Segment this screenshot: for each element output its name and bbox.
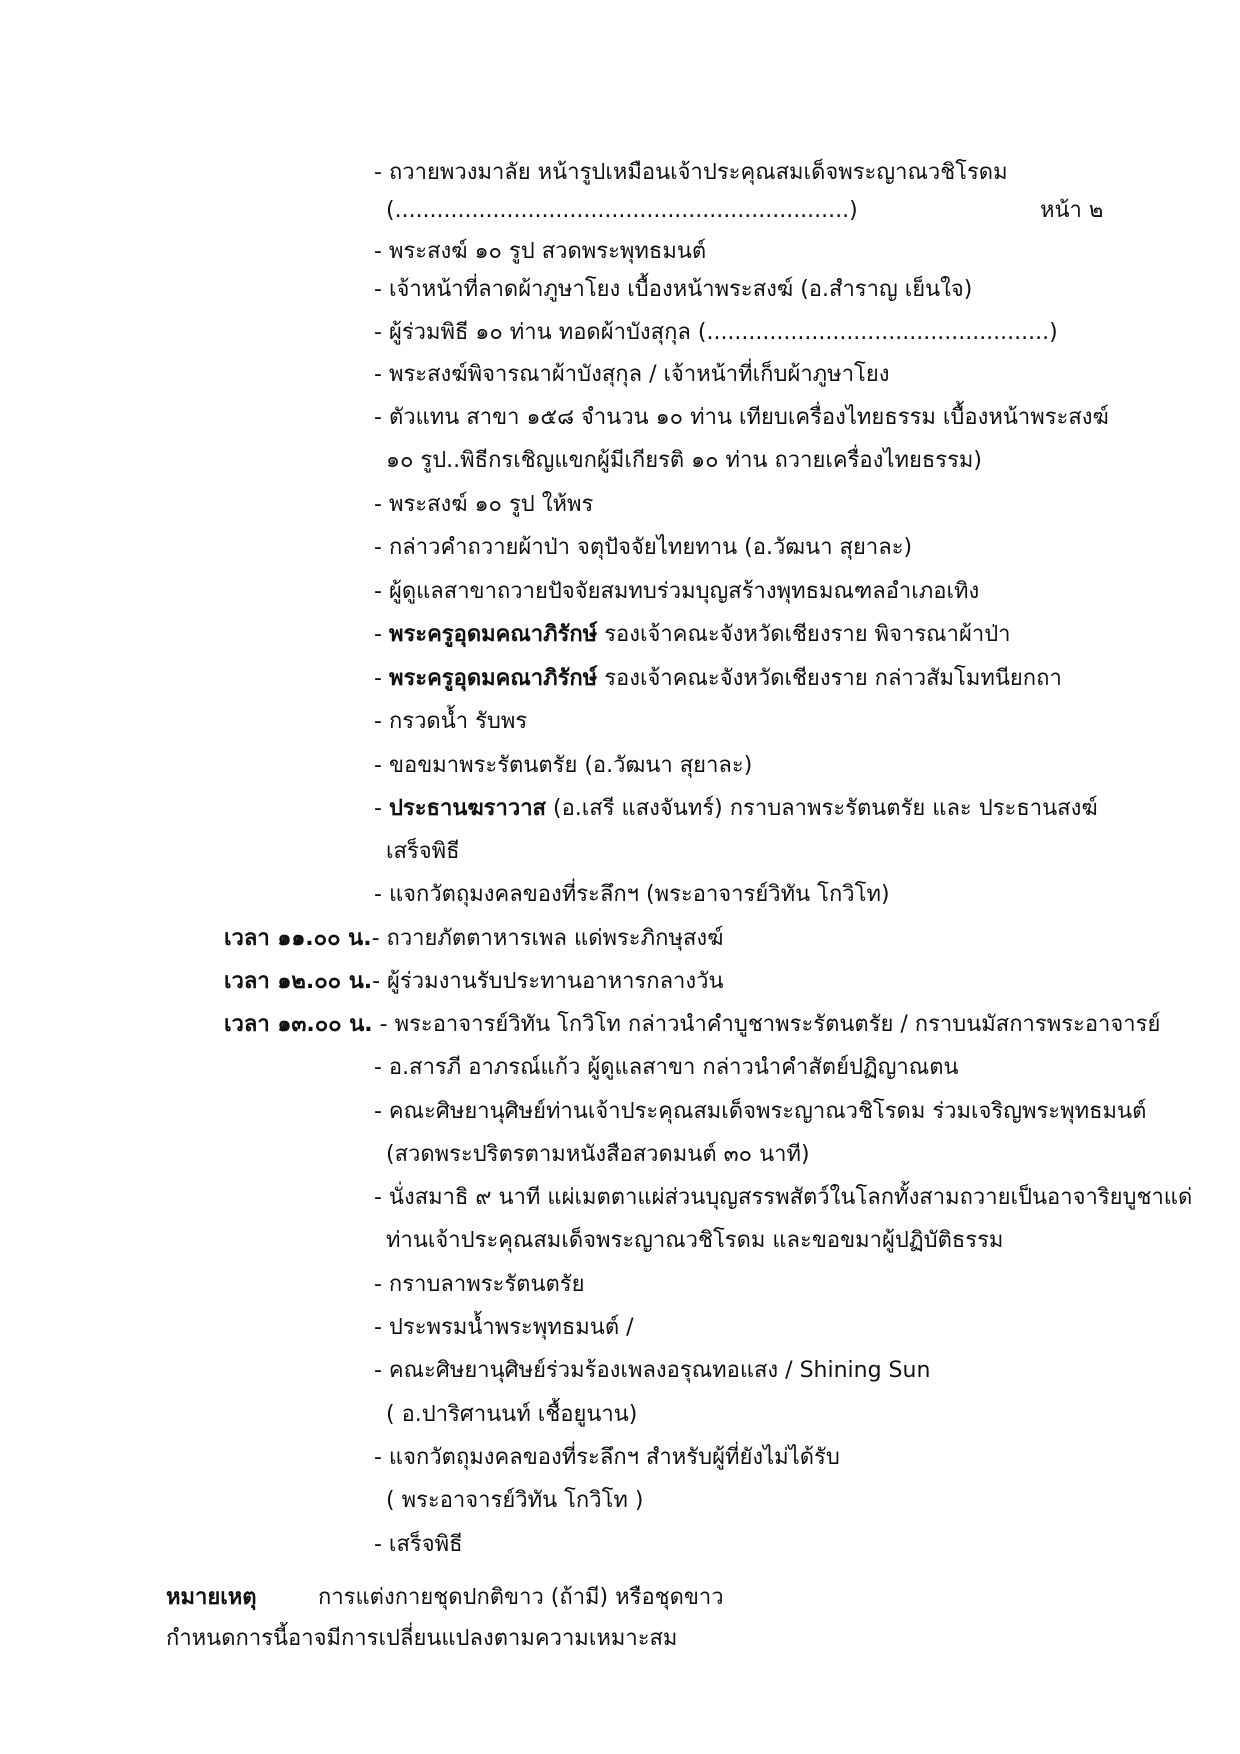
schedule-line: เสร็จพิธี [386,839,460,864]
schedule-line: - พระครูอุดมคณาภิรักษ์ รองเจ้าคณะจังหวัดเชียงราย พิจารณาผ้าป่า [374,622,1011,647]
schedule-line: ๑๐ รูป..พิธีกรเชิญแขกผู้มีเกียรติ ๑๐ ท่าน ถวายเครื่องไทยธรรม) [386,448,982,473]
schedule-line: - แจกวัตถุมงคลของที่ระลึกฯ (พระอาจารย์วิทัน โกวิโท) [374,882,890,907]
time-label: เวลา ๑๒.๐๐ น. [224,969,373,994]
schedule-line: ท่านเจ้าประคุณสมเด็จพระญาณวชิโรดม และขอขมาผู้ปฏิบัติธรรม [386,1228,1004,1253]
schedule-line: - พระครูอุดมคณาภิรักษ์ รองเจ้าคณะจังหวัดเชียงราย กล่าวสัมโมทนียกถา [374,666,1062,691]
schedule-line: - ตัวแทน สาขา ๑๕๘ จำนวน ๑๐ ท่าน เทียบเครื่องไทยธรรม เบื้องหน้าพระสงฆ์ [374,405,1109,430]
note-label: หมายเหตุ [166,1585,257,1610]
schedule-line: - กรวดน้ำ รับพร [374,709,528,734]
schedule-line: - พระสงฆ์พิจารณาผ้าบังสุกุล / เจ้าหน้าที่เก็บผ้าภูษาโยง [374,362,890,387]
time-entry: เวลา ๑๒.๐๐ น.- ผู้ร่วมงานรับประทานอาหารกลางวัน [224,969,724,994]
time-entry: เวลา ๑๓.๐๐ น. - พระอาจารย์วิทัน โกวิโท กล่าวนำคำบูชาพระรัตนตรัย / กราบนมัสการพระอาจารย์ [224,1012,1161,1037]
schedule-line: - ขอขมาพระรัตนตรัย (อ.วัฒนา สุยาละ) [374,753,753,778]
schedule-line: - ประพรมน้ำพระพุทธมนต์ / [374,1315,634,1340]
schedule-line: - แจกวัตถุมงคลของที่ระลึกฯ สำหรับผู้ที่ยังไม่ได้รับ [374,1445,840,1470]
schedule-line: - อ.สารภี อาภรณ์แก้ว ผู้ดูแลสาขา กล่าวนำคำสัตย์ปฏิญาณตน [374,1055,959,1080]
time-label: เวลา ๑๑.๐๐ น. [224,926,372,951]
time-entry: เวลา ๑๑.๐๐ น.- ถวายภัตตาหารเพล แด่พระภิกษุสงฆ์ [224,926,724,951]
schedule-line: - นั่งสมาธิ ๙ นาที แผ่เมตตาแผ่ส่วนบุญสรรพสัตว์ในโลกทั้งสามถวายเป็นอาจาริยบูชาแด่ [374,1185,1193,1210]
schedule-line: ( อ.ปาริศานนท์ เชื้อยูนาน) [386,1402,638,1427]
schedule-line: - ประธานฆราวาส (อ.เสรี แสงจันทร์) กราบลาพระรัตนตรัย และ ประธานสงฆ์ [374,796,1098,821]
schedule-line: - กราบลาพระรัตนตรัย [374,1272,585,1297]
schedule-line: - พระสงฆ์ ๑๐ รูป สวดพระพุทธมนต์ [374,239,707,264]
schedule-line: - พระสงฆ์ ๑๐ รูป ให้พร [374,492,594,517]
schedule-line: - เจ้าหน้าที่ลาดผ้าภูษาโยง เบื้องหน้าพระสงฆ์ (อ.สำราญ เย็นใจ) [374,277,973,302]
footer-note: กำหนดการนี้อาจมีการเปลี่ยนแปลงตามความเหมาะสม [166,1626,678,1651]
schedule-line: - คณะศิษยานุศิษย์ร่วมร้องเพลงอรุณทอแสง / Shining Sun [374,1358,931,1383]
schedule-line: - ถวายพวงมาลัย หน้ารูปเหมือนเจ้าประคุณสมเด็จพระญาณวชิโรดม [374,160,1008,185]
schedule-line: (สวดพระปริตรตามหนังสือสวดมนต์ ๓๐ นาที) [386,1142,810,1167]
schedule-line: - ผู้ร่วมพิธี ๑๐ ท่าน ทอดผ้าบังสุกุล (.................................................) [374,320,1058,345]
schedule-line: - คณะศิษยานุศิษย์ท่านเจ้าประคุณสมเด็จพระญาณวชิโรดม ร่วมเจริญพระพุทธมนต์ [374,1099,1147,1124]
time-label: เวลา ๑๓.๐๐ น. [224,1012,373,1037]
schedule-line: - กล่าวคำถวายผ้าป่า จตุปัจจัยไทยทาน (อ.วัฒนา สุยาละ) [374,535,913,560]
schedule-line: (.................................................................) [386,198,858,223]
schedule-line: ( พระอาจารย์วิทัน โกวิโท ) [386,1488,644,1513]
schedule-line: - เสร็จพิธี [374,1532,463,1557]
schedule-line: - ผู้ดูแลสาขาถวายปัจจัยสมทบร่วมบุญสร้างพุทธมณฑลอำเภอเทิง [374,579,980,604]
page-number: หน้า ๒ [1040,198,1104,223]
note-text: การแต่งกายชุดปกติขาว (ถ้ามี) หรือชุดขาว [318,1585,724,1610]
